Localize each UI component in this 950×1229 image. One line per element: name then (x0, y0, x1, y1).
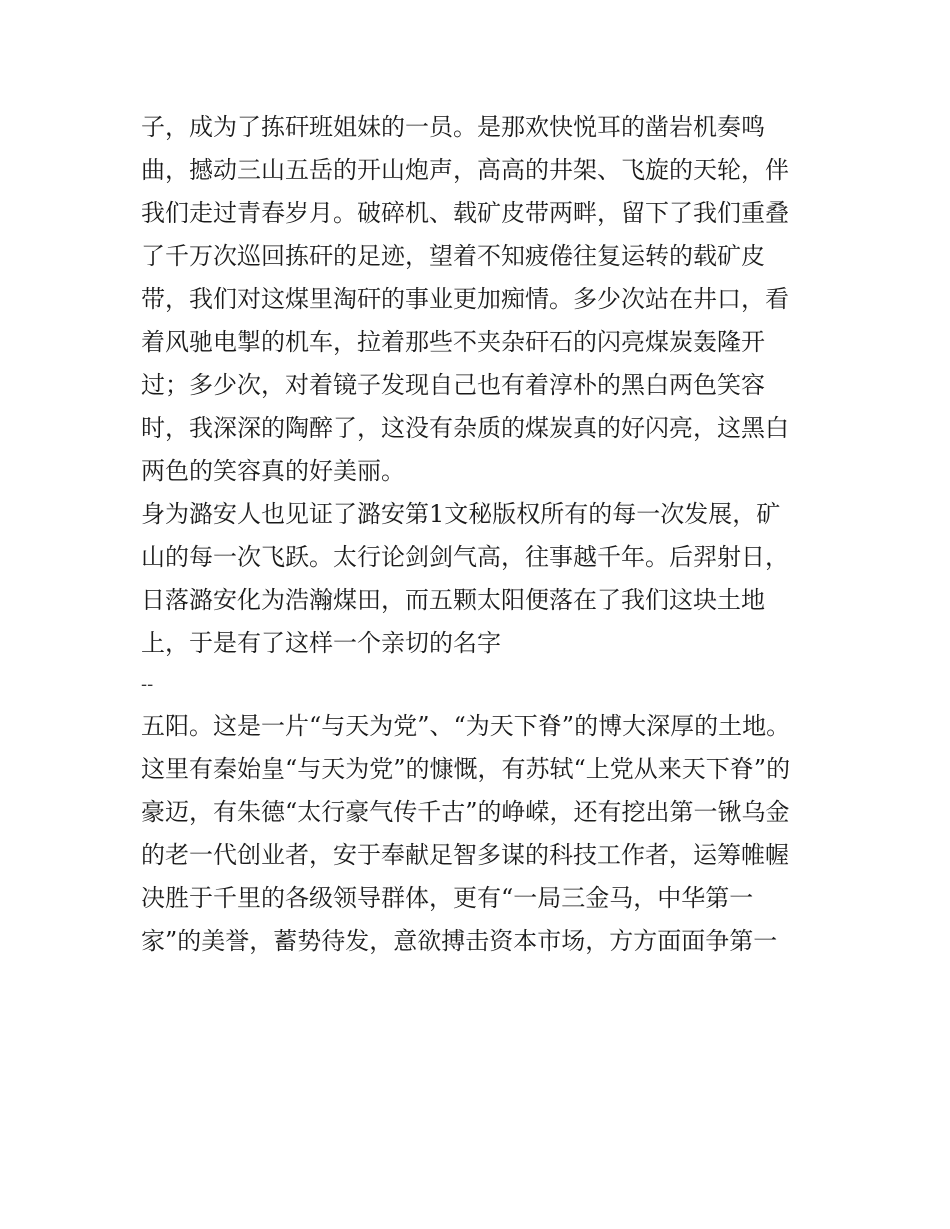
text-line: 日落潞安化为浩瀚煤田，而五颗太阳便落在了我们这块土地 (141, 586, 765, 614)
text-line: 的老一代创业者，安于奉献足智多谋的科技工作者，运筹帷幄 (141, 841, 789, 869)
text-line: 我们走过青春岁月。破碎机、载矿皮带两畔，留下了我们重叠 (141, 199, 789, 227)
text-line: 这里有秦始皇“与天为党”的慷慨，有苏轼“上党从来天下脊”的 (141, 755, 791, 783)
text-line: 身为潞安人也见证了潞安第1文秘版权所有的每一次发展，矿 (141, 500, 781, 528)
text-line: 了千万次巡回拣矸的足迹，望着不知疲倦往复运转的载矿皮 (141, 242, 765, 270)
text-line: 两色的笑容真的好美丽。 (141, 457, 405, 485)
text-line: 带，我们对这煤里淘矸的事业更加痴情。多少次站在井口，看 (141, 285, 789, 313)
text-line: 家”的美誉，蓄势待发，意欲搏击资本市场，方方面面争第一 (141, 927, 778, 955)
text-line: 上，于是有了这样一个亲切的名字 (141, 629, 501, 657)
text-line: 曲，撼动三山五岳的开山炮声，高高的井架、飞旋的天轮，伴 (141, 156, 789, 184)
text-line: 着风驰电掣的机车，拉着那些不夹杂矸石的闪亮煤炭轰隆开 (141, 328, 765, 356)
document-body (141, 106, 821, 963)
text-line: 时，我深深的陶醉了，这没有杂质的煤炭真的好闪亮，这黑白 (141, 414, 789, 442)
text-line: 决胜于千里的各级领导群体，更有“一局三金马，中华第一 (141, 884, 754, 912)
text-line: 子，成为了拣矸班姐妹的一员。是那欢快悦耳的凿岩机奏鸣 (141, 113, 765, 141)
separator-dashes: -- (141, 674, 154, 695)
text-line: 山的每一次飞跃。太行论剑剑气高，往事越千年。后羿射日， (141, 543, 789, 571)
text-line: 五阳。这是一片“与天为党”、“为天下脊”的博大深厚的土地。 (141, 712, 791, 740)
text-line: 过；多少次，对着镜子发现自己也有着淳朴的黑白两色笑容 (141, 371, 765, 399)
text-line: 豪迈，有朱德“太行豪气传千古”的峥嵘，还有挖出第一锹乌金 (141, 798, 790, 826)
